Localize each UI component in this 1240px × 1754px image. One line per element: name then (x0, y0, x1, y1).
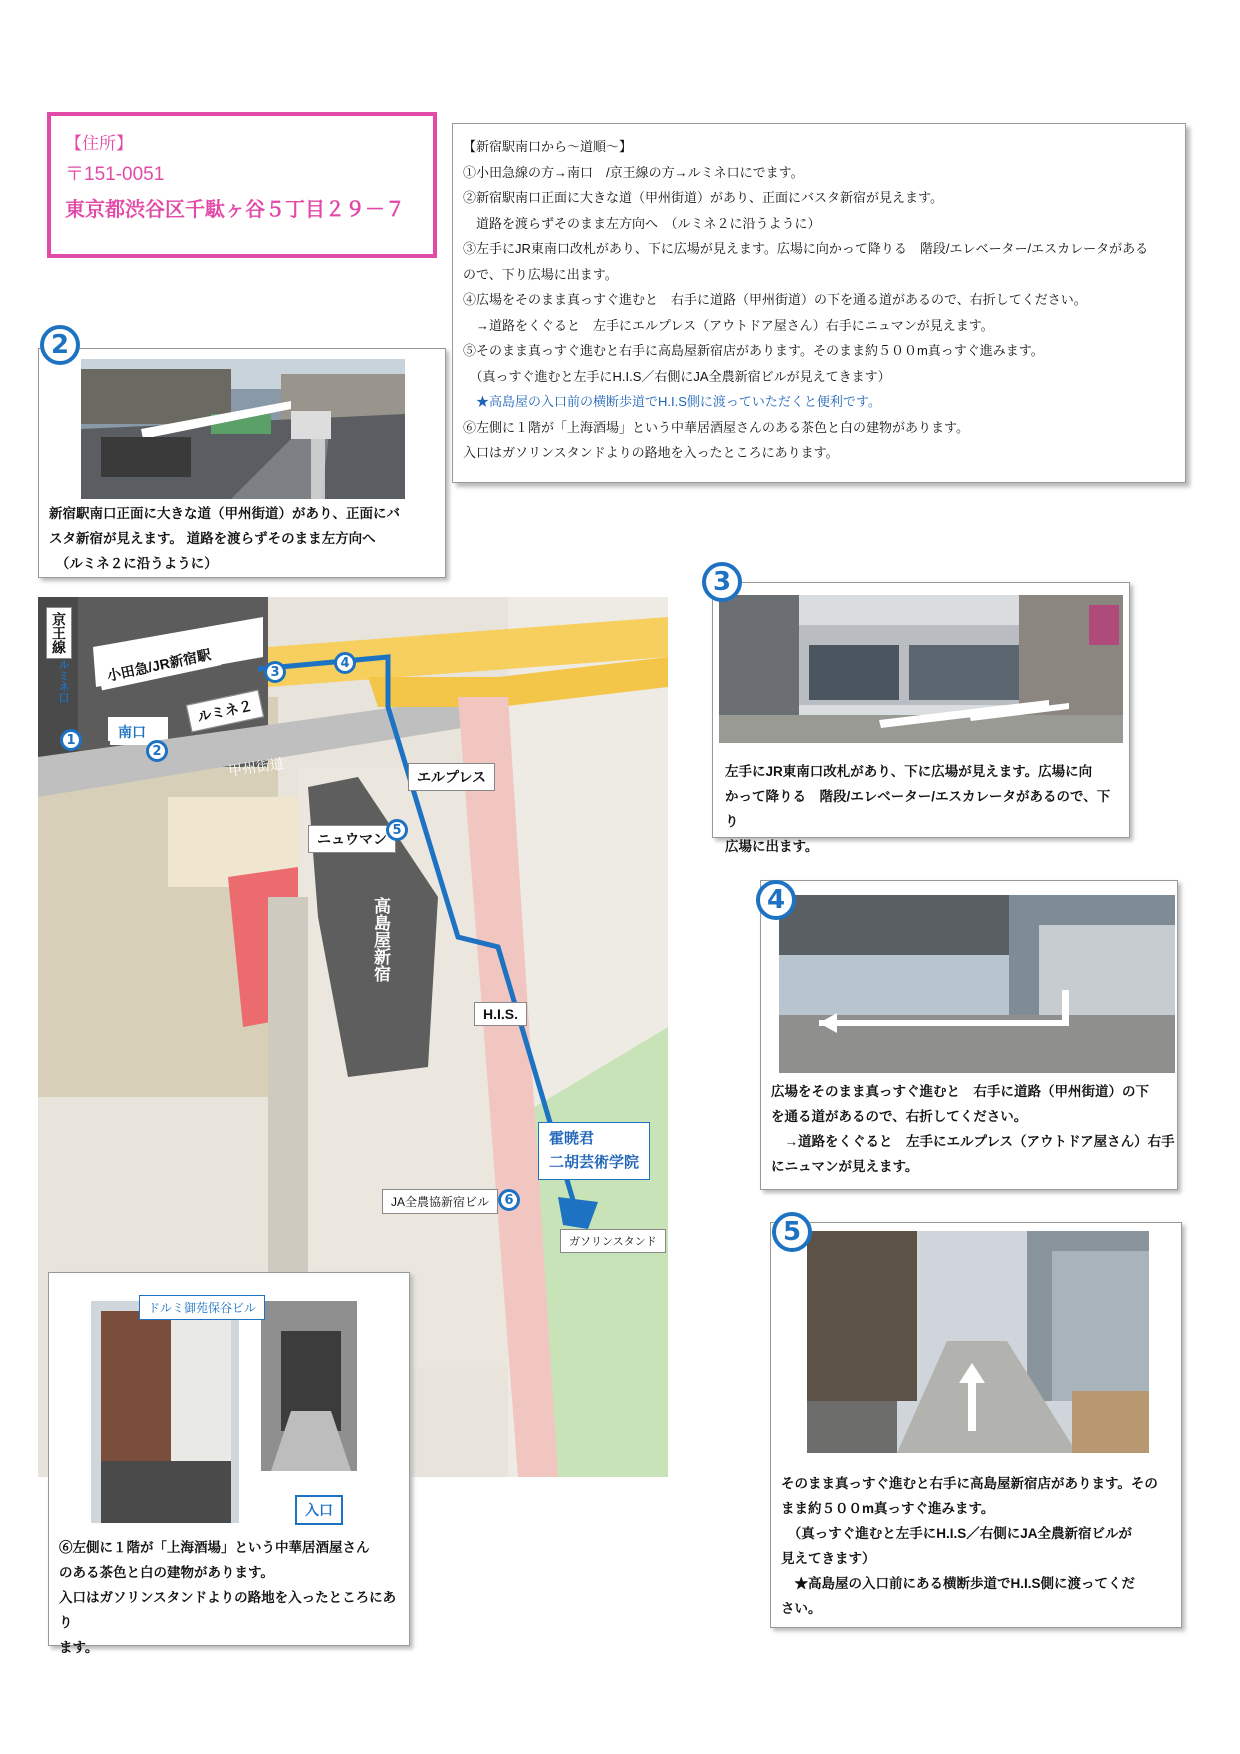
dir-line: ②新宿駅南口正面に大きな道（甲州街道）があり、正面にバスタ新宿が見えます。 (463, 190, 943, 205)
caption-line: 広場をそのまま真っすぐ進むと 右手に道路（甲州街道）の下 (771, 1084, 1149, 1099)
dir-line: ③左手にJR東南口改札があり、下に広場が見えます。広場に向かって降りる 階段/エレベーター/エスカレータがある (463, 241, 1149, 256)
caption-line: そのまま真っすぐ進むと右手に高島屋新宿店があります。その (781, 1476, 1158, 1491)
caption-line: まま約５００m真っすぐ進みます。 (781, 1501, 995, 1516)
map-label-koshu: 甲州街道 (227, 756, 285, 780)
map-marker-4: 4 (334, 652, 356, 674)
caption-line: 入口はガソリンスタンドよりの路地を入ったところにあり (59, 1590, 397, 1630)
step-3-card (712, 582, 1130, 854)
step-2-badge: 2 (40, 325, 80, 365)
map-label-ja: JA全農協新宿ビル (382, 1189, 498, 1214)
step-4-caption (771, 1079, 1175, 1179)
caption-line: さい。 (781, 1601, 822, 1616)
caption-line: （ルミネ２に沿うように） (49, 556, 218, 571)
address-label: 【住所】 (65, 134, 133, 153)
step-4-photo (779, 895, 1175, 1073)
step-2-photo (81, 359, 405, 499)
step-4-card (760, 880, 1178, 1190)
map-label-elpress: エルプレス (408, 763, 495, 791)
step-2-card (38, 348, 446, 578)
dir-line: ①小田急線の方→南口 /京王線の方→ルミネ口にでます。 (463, 164, 804, 180)
step-3-badge: 3 (702, 562, 742, 602)
map-label-his: H.I.S. (474, 1002, 527, 1026)
map-label-station: 小田急/JR新宿駅 (97, 640, 222, 691)
address-box (47, 112, 437, 258)
step-6-photo-building (91, 1301, 239, 1523)
step-6-building-label: ドルミ御苑保谷ビル (139, 1295, 265, 1320)
map-label-lumine-exit: ルミネ口 (57, 659, 70, 703)
caption-line: ます。 (59, 1640, 99, 1655)
dir-line: （真っすぐ進むと左手にH.I.S／右側にJA全農新宿ビルが見えてきます） (463, 368, 891, 384)
step-6-caption (59, 1535, 403, 1660)
step-6-photo-entrance (261, 1301, 357, 1471)
dir-line: 道路を渡らずそのまま左方向へ （ルミネ２に沿うように） (463, 215, 821, 231)
postal-code: 〒151-0051 (65, 164, 165, 185)
caption-line: のある茶色と白の建物があります。 (59, 1565, 274, 1580)
step-6-entrance-label: 入口 (295, 1495, 343, 1525)
dir-line: →道路をくぐると 左手にエルプレス（アウトドア屋さん）右手にニュマンが見えます。 (463, 317, 994, 333)
step-6-card (48, 1272, 410, 1655)
caption-line: 見えてきます） (781, 1551, 876, 1566)
step-2-caption (49, 501, 441, 576)
caption-line: かって降りる 階段/エレベーター/エスカレータがあるので、下り (725, 789, 1111, 829)
dir-line: ので、下り広場に出ます。 (463, 266, 618, 282)
caption-line: （真っすぐ進むと左手にH.I.S／右側にJA全農新宿ビルが (781, 1526, 1133, 1541)
caption-line: 新宿駅南口正面に大きな道（甲州街道）があり、正面にバ (49, 506, 400, 521)
caption-line: スタ新宿が見えます。 道路を渡らずそのまま左方向へ (49, 531, 376, 546)
street-address: 東京都渋谷区千駄ヶ谷５丁目２９－７ (65, 199, 405, 221)
step-5-caption (781, 1471, 1177, 1621)
step-5-card (770, 1222, 1182, 1628)
caption-line: を通る道があるので、右折してください。 (771, 1109, 1028, 1124)
step-3-caption (725, 759, 1121, 859)
dir-line-tip: ★高島屋の入口前の横断歩道でH.I.S側に渡っていただくと便利です。 (463, 394, 881, 409)
dir-line: 【新宿駅南口から～道順～】 (463, 139, 633, 154)
step-3-photo (719, 595, 1123, 743)
caption-line: →道路をくぐると 左手にエルプレス（アウトドア屋さん）右手 (771, 1134, 1175, 1149)
caption-line: ⑥左側に１階が「上海酒場」という中華居酒屋さん (59, 1540, 370, 1555)
map-marker-1: 1 (60, 729, 82, 751)
dir-line: ⑤そのまま真っすぐ進むと右手に高島屋新宿店があります。そのまま約５００m真っすぐ進みます。 (463, 343, 1044, 358)
map-label-school (538, 1122, 650, 1180)
map-marker-5: 5 (386, 819, 408, 841)
dir-line: ⑥左側に１階が「上海酒場」という中華居酒屋さんのある茶色と白の建物があります。 (463, 419, 969, 435)
map-label-takashimaya: 高島屋新宿 (370, 897, 390, 982)
step-5-photo (807, 1231, 1149, 1453)
caption-line: ★高島屋の入口前にある横断歩道でH.I.S側に渡ってくだ (781, 1576, 1136, 1591)
map-label-newman: ニュウマン (308, 825, 396, 853)
step-5-badge: 5 (772, 1212, 812, 1252)
caption-line: 左手にJR東南口改札があり、下に広場が見えます。広場に向 (725, 764, 1093, 779)
dir-line: 入口はガソリンスタンドよりの路地を入ったところにあります。 (463, 445, 839, 460)
map-label-gas: ガソリンスタンド (560, 1229, 666, 1253)
map-marker-6: 6 (498, 1189, 520, 1211)
caption-line: にニュマンが見えます。 (771, 1159, 919, 1174)
caption-line: 広場に出ます。 (725, 839, 819, 854)
map-marker-3: 3 (264, 661, 286, 683)
school-name-2: 二胡芸術学院 (549, 1154, 640, 1171)
map-label-keio: 京王線 (46, 607, 72, 659)
school-name-1: 霍暁君 (549, 1130, 595, 1147)
map-marker-2: 2 (146, 740, 168, 762)
map-label-south-exit: 南口 (110, 719, 154, 745)
map-label-lumine2: ルミネ２ (186, 690, 264, 733)
step-4-badge: 4 (756, 880, 796, 920)
directions-box (452, 123, 1186, 483)
dir-line: ④広場をそのまま真っすぐ進むと 右手に道路（甲州街道）の下を通る道があるので、右折してください。 (463, 292, 1087, 307)
